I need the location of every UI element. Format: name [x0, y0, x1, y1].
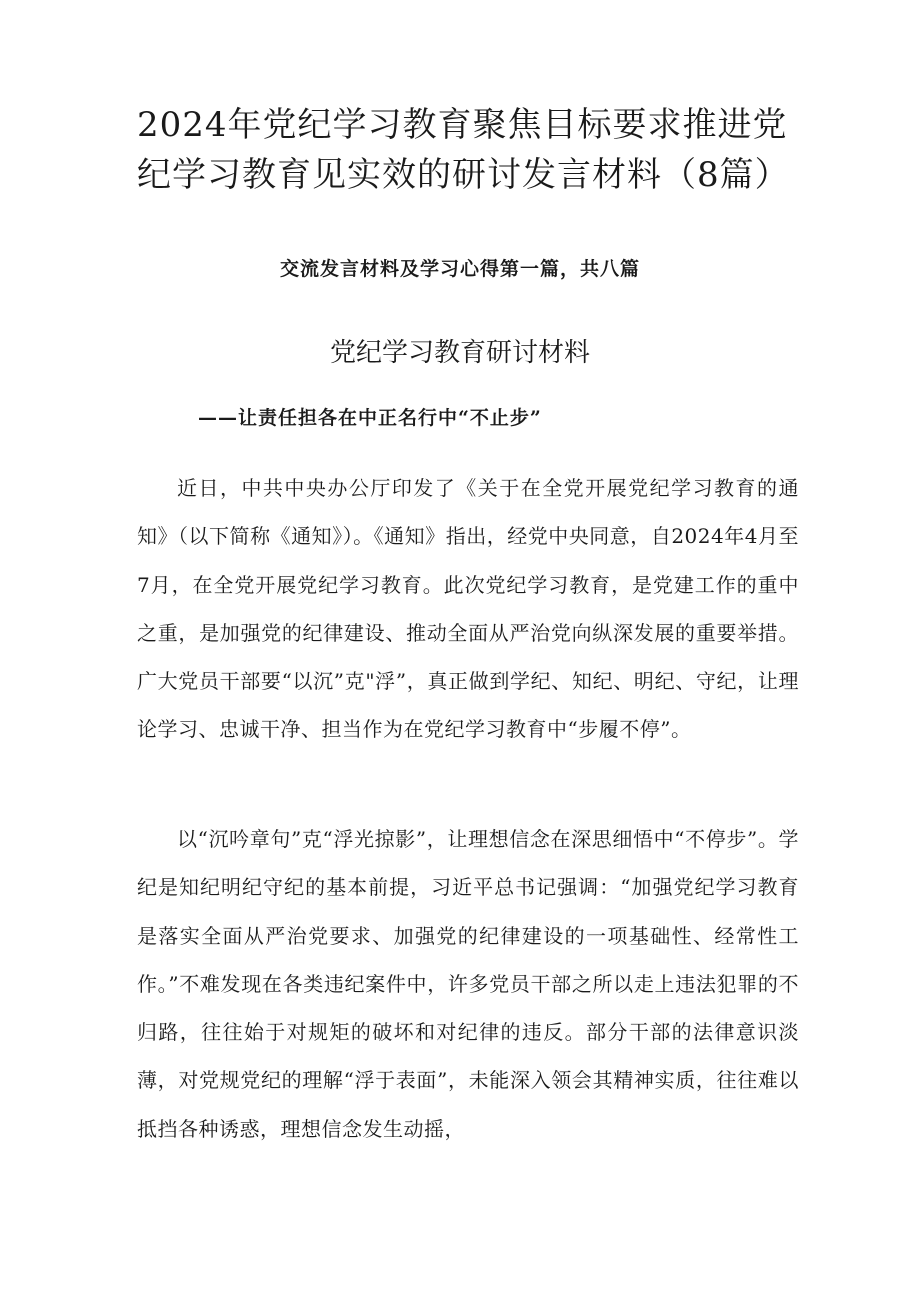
series-label: 交流发言材料及学习心得第一篇，共八篇 [279, 258, 640, 280]
body-paragraph-2: 以“沉吟章句”克“浮光掠影”，让理想信念在深思细悟中“不停步”。学纪是知纪明纪守纪的基本前提，习近平总书记强调：“加强党纪学习教育是落实全面从严治党要求、加强党的纪律建设的一项基础性、经常性工作。”不难发现在各类违纪案件中，许多党员干部之所以走上违法犯罪的不归路，往往始于对规矩的破坏和对纪律的违反。部分干部的法律意识淡薄，对党规党纪的理解“浮于表面”，未能深入领会其精神实质，往往难以抵挡各种诱惑，理想信念发生动摇， [137, 827, 799, 1141]
essay-subtitle: ——让责任担各在中正名行中“不止步” [198, 407, 542, 429]
body-paragraph-1: 近日，中共中央办公厅印发了《关于在全党开展党纪学习教育的通知》（以下简称《通知》）。《通知》指出，经党中央同意，自2024年4月至7月，在全党开展党纪学习教育。此次党纪学习教育，是党建工作的重中之重，是加强党的纪律建设、推动全面从严治党向纵深发展的重要举措。广大党员干部要“以沉”克"浮”，真正做到学纪、知纪、明纪、守纪，让理论学习、忠诚干净、担当作为在党纪学习教育中“步履不停”。 [137, 476, 799, 742]
essay-title: 党纪学习教育研讨材料 [329, 338, 590, 368]
document-title: 2024年党纪学习教育聚焦目标要求推进党纪学习教育见实效的研讨发言材料（8篇） [137, 105, 790, 195]
